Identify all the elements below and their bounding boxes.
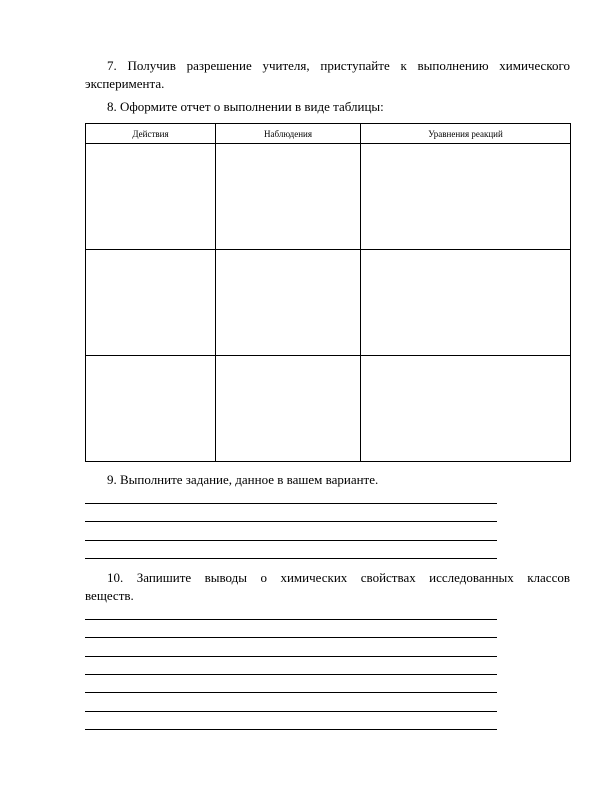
- table-row: [86, 144, 571, 250]
- answer-line[interactable]: [85, 692, 497, 693]
- header-observations: Наблюдения: [216, 124, 361, 144]
- item-10-line-1: 10. Запишите выводы о химических свойствах исследованных классов: [107, 570, 570, 585]
- table-cell[interactable]: [361, 250, 571, 356]
- answer-line[interactable]: [85, 711, 497, 712]
- item-8-text: 8. Оформите отчет о выполнении в виде таблицы:: [107, 99, 384, 114]
- answer-line[interactable]: [85, 729, 497, 730]
- answer-line[interactable]: [85, 503, 497, 504]
- answer-line[interactable]: [85, 637, 497, 638]
- answer-line[interactable]: [85, 619, 497, 620]
- header-actions: Действия: [86, 124, 216, 144]
- table-cell[interactable]: [216, 144, 361, 250]
- table-cell[interactable]: [216, 250, 361, 356]
- table-cell[interactable]: [86, 356, 216, 462]
- table-cell[interactable]: [86, 144, 216, 250]
- answer-line[interactable]: [85, 558, 497, 559]
- answer-line[interactable]: [85, 521, 497, 522]
- item-7-text: [85, 57, 570, 93]
- item-10-text: [85, 569, 570, 605]
- header-equations: Уравнения реакций: [361, 124, 571, 144]
- table-row: [86, 356, 571, 462]
- item-10-line-2: веществ.: [85, 588, 134, 603]
- item-7-line-2: эксперимента.: [85, 76, 165, 91]
- answer-line[interactable]: [85, 656, 497, 657]
- item-7-line-1: 7. Получив разрешение учителя, приступайте к выполнению химического: [107, 58, 570, 73]
- table-header-row: [86, 124, 571, 144]
- item-9-text: 9. Выполните задание, данное в вашем варианте.: [107, 472, 379, 487]
- answer-line[interactable]: [85, 540, 497, 541]
- table-cell[interactable]: [86, 250, 216, 356]
- table-cell[interactable]: [361, 356, 571, 462]
- report-table: [85, 123, 571, 462]
- answer-line[interactable]: [85, 674, 497, 675]
- table-cell[interactable]: [361, 144, 571, 250]
- table-row: [86, 250, 571, 356]
- table-cell[interactable]: [216, 356, 361, 462]
